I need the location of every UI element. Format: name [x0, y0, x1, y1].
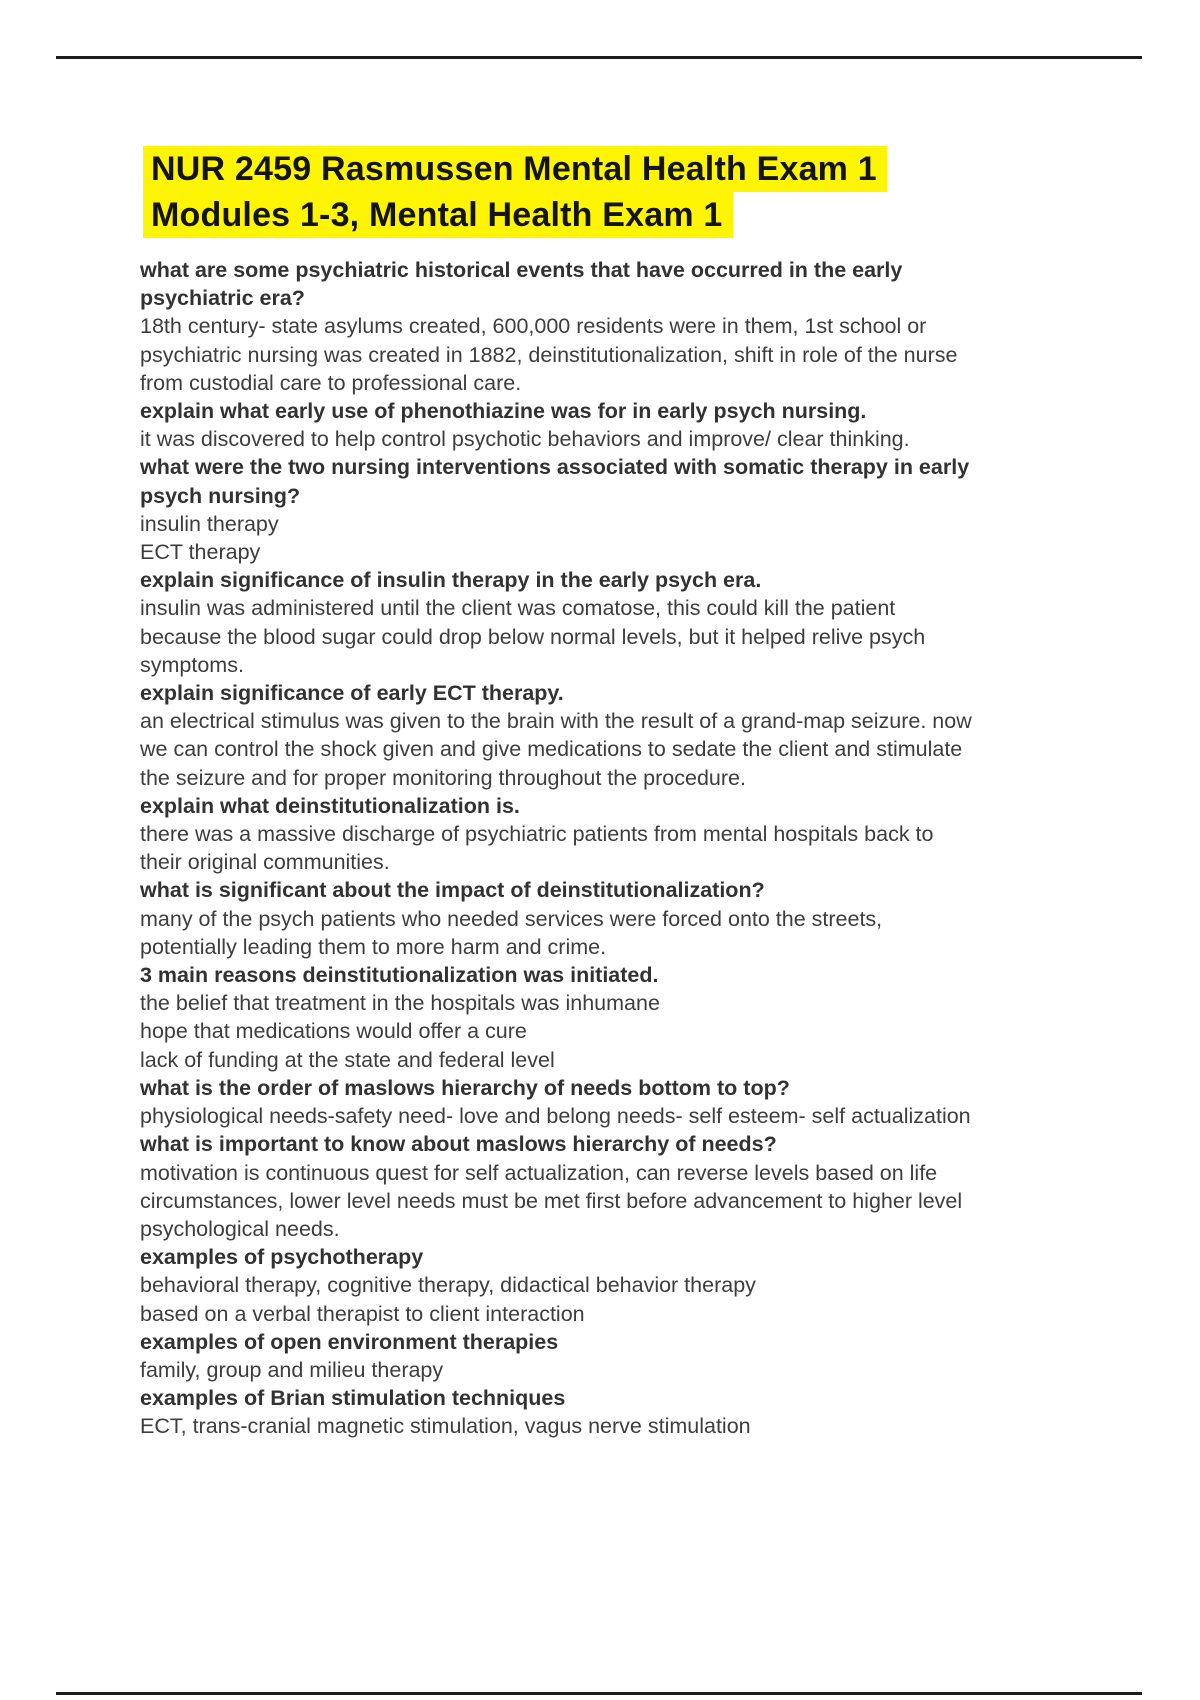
page-title [143, 146, 887, 238]
answer-line: there was a massive discharge of psychiatric patients from mental hospitals back to [140, 822, 934, 847]
answer-line: lack of funding at the state and federal level [140, 1047, 555, 1072]
answer-line: their original communities. [140, 850, 390, 875]
answer-line: it was discovered to help control psychotic behaviors and improve/ clear thinking. [140, 427, 910, 452]
question-line: explain what early use of phenothiazine was for in early psych nursing. [140, 399, 867, 424]
question-line: examples of psychotherapy [140, 1245, 424, 1270]
answer-line: the belief that treatment in the hospitals was inhumane [140, 991, 660, 1016]
answer-line: physiological needs-safety need- love and belong needs- self esteem- self actualization [140, 1104, 971, 1129]
answer-line: an electrical stimulus was given to the brain with the result of a grand-map seizure. now [140, 709, 972, 734]
question-line: what are some psychiatric historical events that have occurred in the early [140, 258, 903, 282]
question-line: explain significance of early ECT therapy. [140, 681, 564, 706]
answer-line: insulin was administered until the client was comatose, this could kill the patient [140, 596, 896, 621]
answer-line: motivation is continuous quest for self actualization, can reverse levels based on life [140, 1160, 938, 1185]
page-title-line-2: Modules 1-3, Mental Health Exam 1 [143, 192, 733, 238]
answer-line: family, group and milieu therapy [140, 1357, 444, 1382]
qa-list [140, 256, 1150, 1441]
answer-line: 18th century- state asylums created, 600,000 residents were in them, 1st school or [140, 314, 927, 339]
answer-line: behavioral therapy, cognitive therapy, didactical behavior therapy [140, 1273, 756, 1298]
answer-line: we can control the shock given and give medications to sedate the client and stimulate [140, 737, 963, 762]
question-line: examples of open environment therapies [140, 1329, 559, 1354]
question-line: what is important to know about maslows hierarchy of needs? [140, 1132, 777, 1157]
question-line: what is the order of maslows hierarchy of needs bottom to top? [140, 1075, 790, 1100]
top-rule [56, 56, 1142, 59]
answer-line: insulin therapy [140, 511, 279, 536]
answer-line: from custodial care to professional care. [140, 370, 522, 395]
answer-line: psychological needs. [140, 1216, 340, 1241]
answer-line: ECT therapy [140, 540, 261, 565]
answer-line: symptoms. [140, 652, 244, 677]
question-line: what were the two nursing interventions associated with somatic therapy in early [140, 455, 970, 480]
question-line: psychiatric era? [140, 286, 305, 311]
question-line: explain what deinstitutionalization is. [140, 793, 520, 818]
question-line: examples of Brian stimulation techniques [140, 1386, 566, 1411]
question-line: 3 main reasons deinstitutionalization was initiated. [140, 963, 659, 988]
answer-line: based on a verbal therapist to client interaction [140, 1301, 585, 1326]
answer-line: the seizure and for proper monitoring throughout the procedure. [140, 765, 746, 790]
question-line: what is significant about the impact of deinstitutionalization? [140, 878, 765, 903]
answer-line: ECT, trans-cranial magnetic stimulation, vagus nerve stimulation [140, 1414, 751, 1439]
page-title-line-1: NUR 2459 Rasmussen Mental Health Exam 1 [143, 146, 887, 192]
answer-line: circumstances, lower level needs must be met first before advancement to higher level [140, 1188, 963, 1213]
question-line: explain significance of insulin therapy in the early psych era. [140, 568, 762, 593]
answer-line: hope that medications would offer a cure [140, 1019, 527, 1044]
bottom-rule [56, 1692, 1142, 1695]
answer-line: many of the psych patients who needed services were forced onto the streets, [140, 906, 883, 931]
question-line: psych nursing? [140, 483, 301, 508]
answer-line: psychiatric nursing was created in 1882, deinstitutionalization, shift in role of the nurse [140, 342, 958, 367]
answer-line: because the blood sugar could drop below normal levels, but it helped relive psych [140, 624, 926, 649]
answer-line: potentially leading them to more harm and crime. [140, 934, 607, 959]
